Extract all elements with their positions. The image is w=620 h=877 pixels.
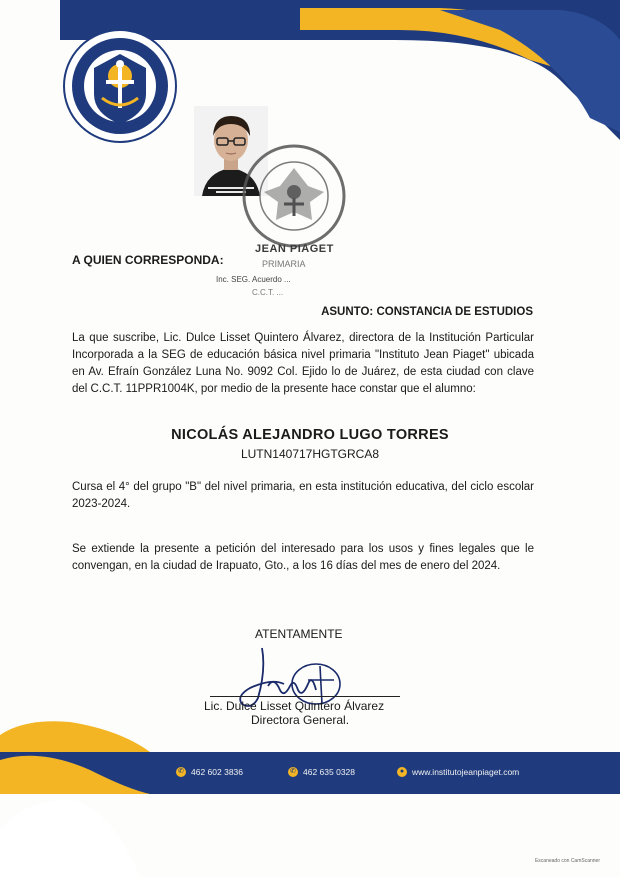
bottom-navy-curve [0, 800, 140, 877]
closing: ATENTAMENTE [255, 627, 343, 641]
intro-paragraph: La que suscribe, Lic. Dulce Lisset Quintero Álvarez, directora de la Institución Particular Incorporada a la SEG de educación básica nivel primaria "Instituto Jean Piaget" ubicada en Av. Efraín González Luna No. 9092 Col. Ejido lo de Juárez, de esta ciudad con clave del C.C.T. 11PPR1004K, por medio de la presente hace constar que el alumno: [72, 332, 534, 395]
scan-watermark: Escaneado con CamScanner [534, 858, 600, 864]
signature-line [210, 696, 400, 697]
student-name: NICOLÁS ALEJANDRO LUGO TORRES [171, 427, 449, 443]
signer-title: Directora General. [251, 713, 350, 727]
seal-cct: C.C.T. ... [252, 288, 284, 297]
signer-name: Lic. Dulce Lisset Quintero Álvarez [204, 699, 385, 713]
footer-phone-2-text: 462 635 0328 [303, 767, 355, 777]
footer-phone-1 [176, 767, 243, 777]
seal-school-name: JEAN PIAGET [255, 243, 334, 255]
footer-phone-1-text: 462 602 3836 [191, 767, 243, 777]
purpose-paragraph: Se extiende la presente a petición del interesado para los usos y fines legales que le convengan, en la ciudad de Irapuato, Gto., a los 16 días del mes de enero del 2024. [72, 543, 534, 572]
phone-icon: ✆ [176, 767, 186, 777]
phone-icon: ✆ [288, 767, 298, 777]
web-icon: ● [397, 767, 407, 777]
footer-website[interactable] [397, 767, 519, 777]
subject-line: ASUNTO: CONSTANCIA DE ESTUDIOS [321, 306, 533, 318]
seal-level: PRIMARIA [262, 259, 306, 269]
addressee: A QUIEN CORRESPONDA: [72, 253, 224, 267]
student-curp: LUTN140717HGTGRCA8 [240, 447, 380, 461]
footer-website-text[interactable]: www.institutojeanpiaget.com [412, 767, 520, 777]
school-emblem-icon [62, 28, 178, 144]
enrollment-paragraph: Cursa el 4° del grupo "B" del nivel primaria, en esta institución educativa, del ciclo escolar 2023-2024. [72, 481, 534, 510]
footer-phone-2 [288, 767, 355, 777]
official-seal-icon [238, 140, 350, 252]
seal-accreditation: Inc. SEG. Acuerdo ... [216, 275, 291, 284]
